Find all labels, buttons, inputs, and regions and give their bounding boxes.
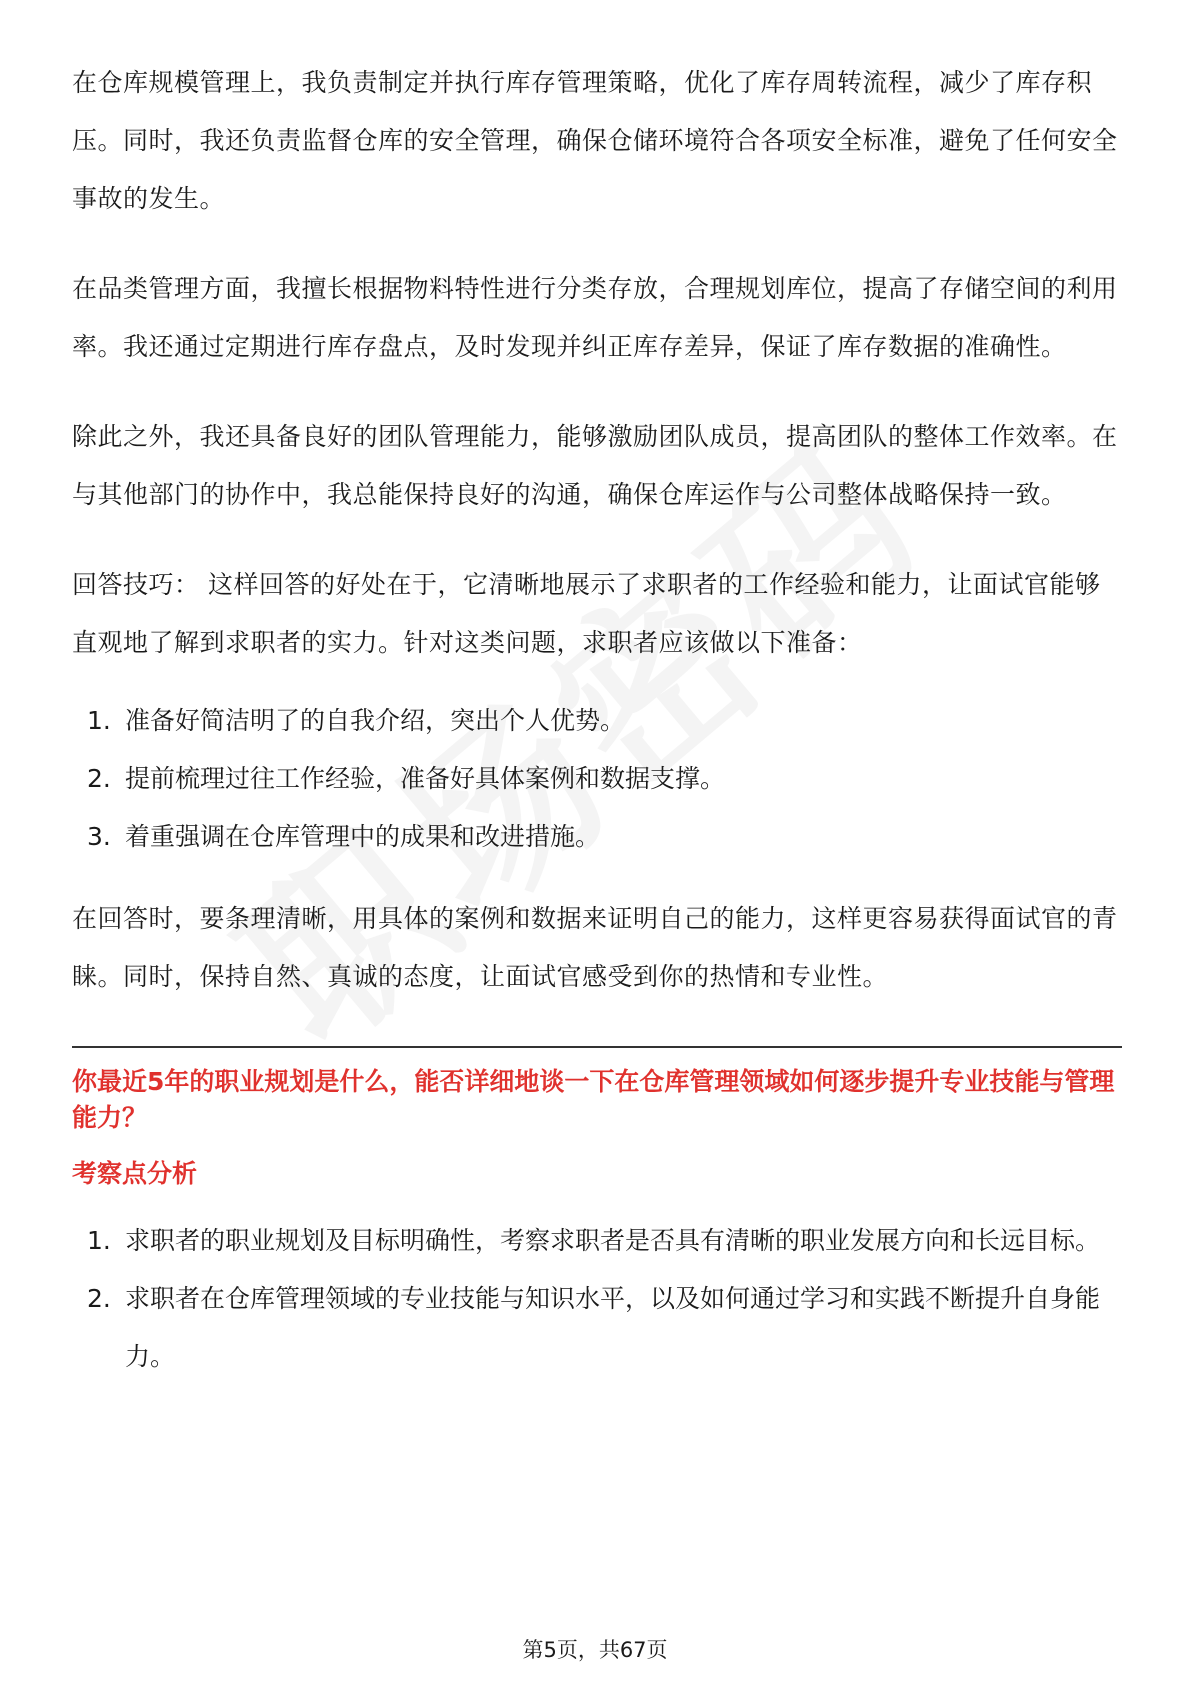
list-number: 2. [87,1284,111,1313]
paragraph-closing: 在回答时，要条理清晰，用具体的案例和数据来证明自己的能力，这样更容易获得面试官的青睐。同时，保持自然、真诚的态度，让面试官感受到你的热情和专业性。 [72,904,1118,991]
list-number: 1. [87,706,111,735]
list-text: 求职者的职业规划及目标明确性，考察求职者是否具有清晰的职业发展方向和长远目标。 [125,1226,1101,1255]
list-number: 2. [87,764,111,793]
list-text: 着重强调在仓库管理中的成果和改进措施。 [125,822,601,851]
page-number-footer: 第5页，共67页 [522,1638,668,1662]
list-item [72,1270,1122,1386]
list-number: 3. [87,822,111,851]
list-item [72,750,1122,808]
list-text: 准备好简洁明了的自我介绍，突出个人优势。 [125,706,626,735]
paragraph-team-management: 除此之外，我还具备良好的团队管理能力，能够激励团队成员，提高团队的整体工作效率。在与其他部门的协作中，我总能保持良好的沟通，确保仓库运作与公司整体战略保持一致。 [72,422,1118,509]
page-content [72,54,1122,1418]
section-divider [72,1046,1122,1048]
paragraph-answer-tips: 回答技巧： 这样回答的好处在于，它清晰地展示了求职者的工作经验和能力，让面试官能够直观地了解到求职者的实力。针对这类问题，求职者应该做以下准备： [72,570,1101,657]
interview-question: 你最近5年的职业规划是什么，能否详细地谈一下在仓库管理领域如何逐步提升专业技能与管理能力？ [72,1067,1115,1132]
list-item [72,808,1122,866]
list-number: 1. [87,1226,111,1255]
list-item [72,1212,1122,1270]
list-text: 提前梳理过往工作经验，准备好具体案例和数据支撑。 [125,764,726,793]
analysis-list [72,1212,1122,1386]
paragraph-category-management: 在品类管理方面，我擅长根据物料特性进行分类存放，合理规划库位，提高了存储空间的利用率。我还通过定期进行库存盘点，及时发现并纠正库存差异，保证了库存数据的准确性。 [72,274,1118,361]
analysis-title: 考察点分析 [72,1159,198,1188]
list-item [72,692,1122,750]
list-text: 求职者在仓库管理领域的专业技能与知识水平，以及如何通过学习和实践不断提升自身能力。 [125,1284,1101,1371]
prep-list [72,692,1122,866]
paragraph-scale-management: 在仓库规模管理上，我负责制定并执行库存管理策略，优化了库存周转流程，减少了库存积压。同时，我还负责监督仓库的安全管理，确保仓储环境符合各项安全标准，避免了任何安全事故的发生。 [72,68,1118,213]
